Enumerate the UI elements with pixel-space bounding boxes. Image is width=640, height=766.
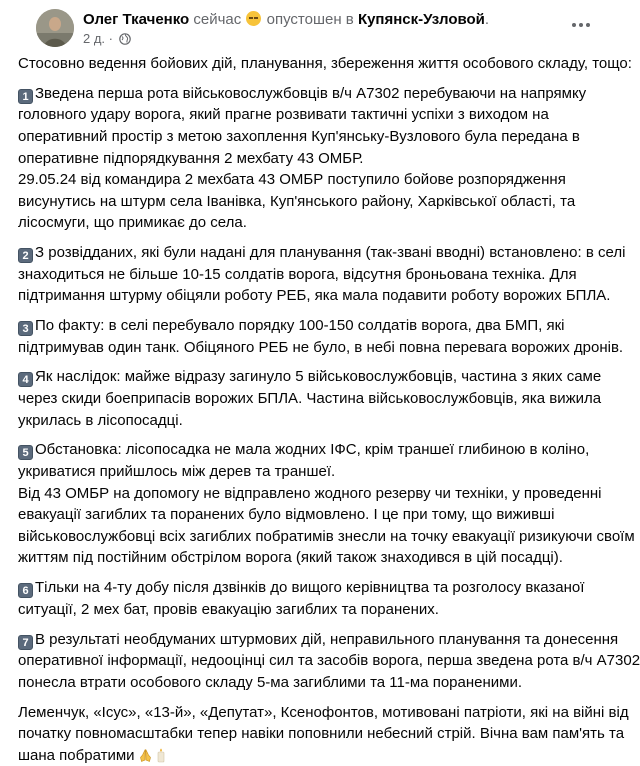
place-suffix: .: [484, 11, 490, 28]
text-line: життям під постійним обстрілом ворога (який також знаходився в цій посадці).: [18, 549, 563, 567]
text-line: [18, 577, 618, 599]
more-dot: [586, 23, 590, 27]
text-line: [18, 439, 618, 461]
post-paragraph-8: [18, 702, 629, 766]
text-line: головного удару ворога, який прагне розвивати тактичні успіхи з виходом на: [18, 106, 549, 124]
keycap-5-icon: 5: [18, 445, 33, 460]
text-line: знаходиться не більше 10-15 солдатів ворога, відсутня броньована техніка. Для: [18, 265, 577, 283]
post-meta: [83, 31, 131, 46]
text-line: 29.05.24 від командира 2 мехбата 43 ОМБР поступило бойове розпорядження: [18, 171, 566, 189]
keycap-3-icon: 3: [18, 321, 33, 336]
text-span: Зведена перша рота військовослужбовців в/ч А7302 перебуваючи на напрямку: [35, 84, 587, 102]
text-line: [18, 83, 618, 105]
text-span: З розвідданих, які були надані для планування (так-звані вводні) встановлено: в селі: [35, 244, 626, 262]
text-span: Як наслідок: майже відразу загинуло 5 військовослужбовців, частина з яких саме: [35, 368, 602, 386]
text-line: [18, 366, 618, 388]
post-time-now: сейчас: [193, 11, 242, 28]
post-paragraph-5: [18, 439, 635, 569]
text-line: висунутись на штурм села Іванівка, Куп'янського району, Харківської області, та: [18, 192, 576, 210]
text-line: військовослужбовці всіх загиблих побратимів знесли на точку евакуації ризикуючи своїм: [18, 527, 635, 545]
text-line: [18, 242, 626, 264]
post-paragraph-4: [18, 366, 618, 431]
post-paragraph-1: [18, 83, 618, 234]
keycap-4-icon: 4: [18, 372, 33, 387]
text-line: [18, 745, 618, 766]
text-line: укрилась в лісопосадці.: [18, 411, 183, 429]
keycap-7-icon: 7: [18, 635, 33, 650]
post-author-line: [83, 11, 489, 29]
keycap-6-icon: 6: [18, 583, 33, 598]
feeling-text: опустошен в: [266, 11, 354, 28]
text-line: евакуації загиблих та поранених було відмовлено. І це при тому, що виживші: [18, 506, 555, 524]
post-paragraph-7: [18, 629, 640, 694]
folded-hands-icon: [138, 748, 153, 763]
sad-face-emoji-icon: [246, 11, 261, 26]
text-line: оперативної інформації, недооцінці сил та засобів ворога, перша зведена рота в/ч А7302: [18, 652, 640, 670]
text-line: початку повномасштабки тепер навіки поповнили небесний стрій. Вічна вам пам'ять та: [18, 725, 625, 743]
meta-separator: ·: [108, 31, 114, 46]
place-link[interactable]: Купянск-Узловой: [357, 11, 485, 28]
text-line: підтримання штурму обіцяли роботу РЕБ, яка мала подавити роботу ворожих БПЛА.: [18, 287, 611, 305]
post-paragraph-6: [18, 577, 618, 620]
keycap-1-icon: 1: [18, 89, 33, 104]
author-name[interactable]: Олег Ткаченко: [83, 11, 190, 28]
text-line: [18, 315, 618, 337]
text-span: Обстановка: лісопосадка не мала жодних ІФС, крім траншеї глибиною в коліно,: [35, 441, 590, 459]
text-span: шана побратими: [18, 746, 135, 764]
text-line: Стосовно ведення бойових дій, планування, збереження життя особового складу, тощо:: [18, 55, 632, 72]
post-paragraph-intro: [18, 53, 632, 75]
text-line: ситуації, 2 мех бат, провів евакуацію загиблих та поранених.: [18, 600, 439, 618]
more-dot: [579, 23, 583, 27]
keycap-2-icon: 2: [18, 248, 33, 263]
post-date[interactable]: 2 д.: [83, 31, 106, 46]
text-span: По факту: в селі перебувало порядку 100-150 солдатів ворога, два БМП, які: [35, 317, 565, 335]
post-paragraph-2: [18, 242, 626, 307]
globe-icon[interactable]: [119, 33, 131, 45]
text-line: [18, 629, 618, 651]
text-line: підтримував один танк. Обіцяного РЕБ не було, в небі повна перевага ворожих дронів.: [18, 338, 624, 356]
text-line: Від 43 ОМБР на допомогу не відправлено жодного резерву чи техніки, у проведенні: [18, 484, 602, 502]
more-dot: [572, 23, 576, 27]
post-body: [18, 52, 640, 766]
text-line: оперативний простір з метою захоплення Куп'янську-Вузлового була передана в: [18, 127, 580, 145]
avatar-photo-icon: [36, 9, 74, 47]
text-line: лісосмуги, що примикає до села.: [18, 214, 247, 232]
candle-icon: [156, 748, 166, 763]
text-line: оперативне підпорядкування 2 мехбату 43 ОМБР.: [18, 149, 364, 167]
post-paragraph-3: [18, 315, 624, 358]
text-span: Тільки на 4-ту добу після дзвінків до вищого керівництва та розголосу вказаної: [35, 579, 585, 597]
text-line: укриватися прийшлось між дерев та траншеї.: [18, 463, 336, 481]
text-line: через скиди боеприпасів ворожих БПЛА. Частина військовослужбовців, яка вижила: [18, 390, 602, 408]
text-line: понесла втрати особового складу 5-ма загиблими та 11-ма пораненими.: [18, 673, 522, 691]
text-line: Леменчук, «Ісус», «13-й», «Депутат», Ксенофонтов, мотивовані патріоти, які на війні від: [18, 703, 629, 721]
author-avatar[interactable]: [36, 9, 74, 47]
text-span: В результаті необдуманих штурмових дій, неправильного планування та донесення: [35, 630, 619, 648]
more-options-button[interactable]: [566, 10, 596, 40]
post-header: [18, 0, 618, 52]
